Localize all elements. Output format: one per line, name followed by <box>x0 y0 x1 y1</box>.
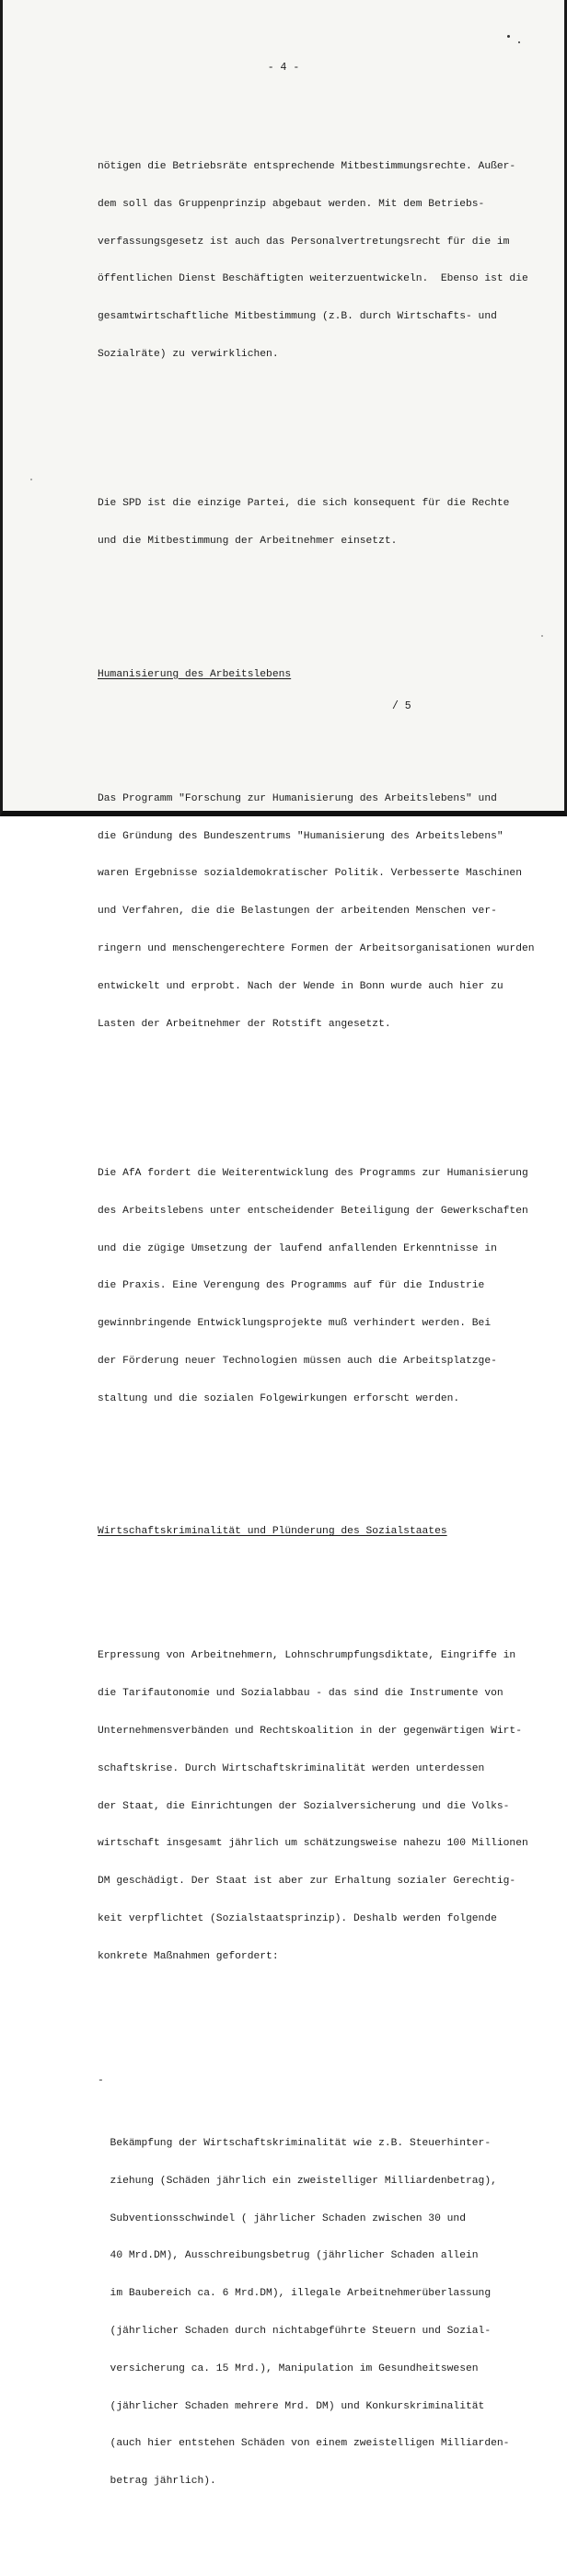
text-line: gesamtwirtschaftliche Mitbestimmung (z.B. durch Wirtschafts- und <box>98 311 497 323</box>
text-line: versicherung ca. 15 Mrd.), Manipulation im Gesundheitswesen <box>98 2362 479 2374</box>
text-line: 40 Mrd.DM), Ausschreibungsbetrug (jährlicher Schaden allein <box>98 2250 479 2262</box>
text-line: (jährlicher Schaden durch nichtabgeführte Steuern und Sozial- <box>98 2325 492 2337</box>
text-line: schaftskrise. Durch Wirtschaftskriminalität werden unterdessen <box>98 1762 485 1774</box>
text-line: im Baubereich ca. 6 Mrd.DM), illegale Arbeitnehmerüberlassung <box>98 2288 492 2300</box>
page-number: - 4 - <box>267 62 300 74</box>
humanisierung-paragraph-2 <box>98 1143 549 1431</box>
text-line: Sozialräte) zu verwirklichen. <box>98 348 279 360</box>
text-line: Bekämpfung der Wirtschaftskriminalität wie z.B. Steuerhinter- <box>98 2138 492 2150</box>
text-line: Die SPD ist die einzige Partei, die sich konsequent für die Rechte <box>98 498 510 510</box>
text-line: Erpressung von Arbeitnehmern, Lohnschrumpfungsdiktate, Eingriffe in <box>98 1650 516 1662</box>
text-line: ziehung (Schäden jährlich ein zweistelliger Milliardenbetrag), <box>98 2175 497 2187</box>
text-line: ringern und menschengerechtere Formen der Arbeitsorganisationen wurden <box>98 943 535 954</box>
text-line: gewinnbringende Entwicklungsprojekte muß verhindert werden. Bei <box>98 1318 492 1330</box>
humanisierung-paragraph-1 <box>98 768 549 1057</box>
bullet-text <box>98 2113 549 2513</box>
text-line: Unternehmensverbänden und Rechtskoalition in der gegenwärtigen Wirt- <box>98 1726 522 1738</box>
section-heading-humanisierung: Humanisierung des Arbeitslebens <box>98 668 292 680</box>
text-line: betrag jährlich). <box>98 2476 216 2488</box>
text-line: (jährlicher Schaden mehrere Mrd. DM) und Konkurskriminalität <box>98 2400 485 2412</box>
text-line: öffentlichen Dienst Beschäftigten weiterzuentwickeln. Ebenso ist die <box>98 273 528 285</box>
scan-speck <box>507 35 510 38</box>
text-line: keit verpflichtet (Sozialstaatsprinzip). Deshalb werden folgende <box>98 1912 497 1924</box>
text-line: des Arbeitslebens unter entscheidender Beteiligung der Gewerkschaften <box>98 1205 528 1217</box>
continuation-marker: / 5 <box>392 700 411 712</box>
text-line: waren Ergebnisse sozialdemokratischer Politik. Verbesserte Maschinen <box>98 868 522 880</box>
intro-paragraph <box>98 136 549 387</box>
text-line: Das Programm "Forschung zur Humanisierung des Arbeitslebens" und <box>98 792 497 804</box>
list-item <box>98 2075 549 2538</box>
text-line: und Verfahren, die die Belastungen der arbeitenden Menschen ver- <box>98 906 497 918</box>
scan-speck <box>518 41 520 43</box>
wirtschaftskriminalitaet-paragraph <box>98 1625 549 1988</box>
text-line: die Gründung des Bundeszentrums "Humanisierung des Arbeitslebens" <box>98 830 503 842</box>
section-heading-wirtschaftskriminalitaet: Wirtschaftskriminalität und Plünderung des Sozialstaates <box>98 1526 447 1538</box>
scan-speck <box>30 479 32 480</box>
text-line: die Tarifautonomie und Sozialabbau - das sind die Instrumente von <box>98 1688 503 1700</box>
text-line: nötigen die Betriebsräte entsprechende Mitbestimmungsrechte. Außer- <box>98 160 516 172</box>
bullet-dash: - <box>98 2075 104 2087</box>
text-line: (auch hier entstehen Schäden von einem zweistelligen Milliarden- <box>98 2438 510 2450</box>
text-line: der Förderung neuer Technologien müssen auch die Arbeitsplatzge- <box>98 1356 497 1367</box>
text-line: DM geschädigt. Der Staat ist aber zur Erhaltung sozialer Gerechtig- <box>98 1876 516 1888</box>
text-line: und die zügige Umsetzung der laufend anfallenden Erkenntnisse in <box>98 1242 497 1254</box>
text-line: konkrete Maßnahmen gefordert: <box>98 1950 279 1962</box>
text-line: entwickelt und erprobt. Nach der Wende in Bonn wurde auch hier zu <box>98 980 503 992</box>
text-line: Subventionsschwindel ( jährlicher Schaden zwischen 30 und <box>98 2212 466 2224</box>
text-line: der Staat, die Einrichtungen der Sozialversicherung und die Volks- <box>98 1800 510 1812</box>
text-line: staltung und die sozialen Folgewirkungen erforscht werden. <box>98 1392 460 1404</box>
text-line: dem soll das Gruppenprinzip abgebaut werden. Mit dem Betriebs- <box>98 198 485 210</box>
text-line: wirtschaft insgesamt jährlich um schätzungsweise nahezu 100 Millionen <box>98 1838 528 1850</box>
text-line: Die AfA fordert die Weiterentwicklung des Programms zur Humanisierung <box>98 1168 528 1180</box>
text-line: und die Mitbestimmung der Arbeitnehmer einsetzt. <box>98 536 398 548</box>
text-line: verfassungsgesetz ist auch das Personalvertretungsrecht für die im <box>98 236 510 248</box>
text-line: Lasten der Arbeitnehmer der Rotstift angesetzt. <box>98 1018 391 1030</box>
document-body <box>98 98 549 2576</box>
spd-statement-paragraph <box>98 473 549 573</box>
text-line: die Praxis. Eine Verengung des Programms auf für die Industrie <box>98 1280 485 1292</box>
